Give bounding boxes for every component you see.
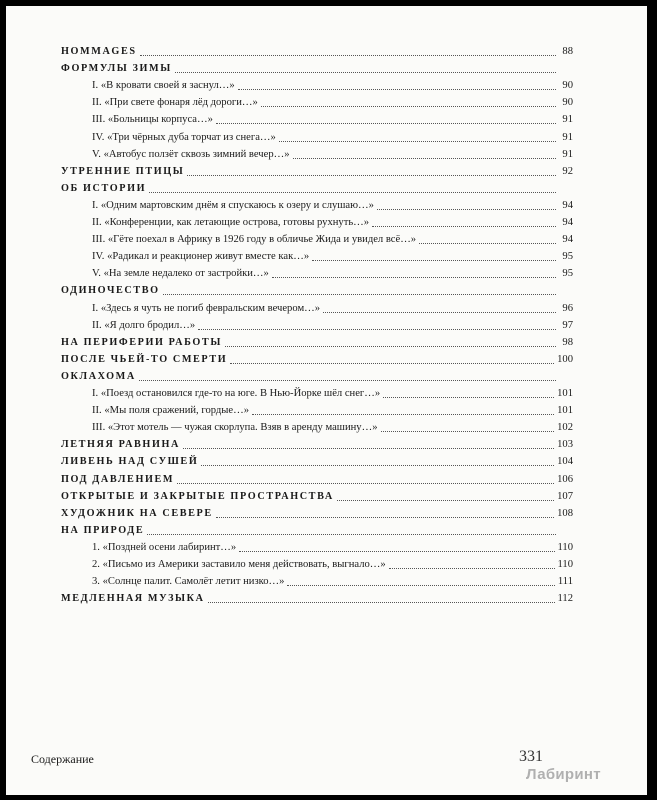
toc-section-entry xyxy=(61,473,573,487)
dotted-leader xyxy=(381,431,555,432)
toc-subsection-entry xyxy=(92,79,573,93)
toc-page-number: 94 xyxy=(562,217,573,228)
toc-subsection-entry xyxy=(92,233,573,247)
toc-subsection-entry xyxy=(92,319,573,333)
toc-page-number: 91 xyxy=(562,148,573,160)
dotted-leader xyxy=(377,209,556,210)
dotted-leader xyxy=(149,192,556,193)
toc-section-entry xyxy=(61,455,573,469)
dotted-leader xyxy=(187,175,556,176)
footer-section-label: Содержание xyxy=(31,752,94,766)
toc-page-number: 97 xyxy=(562,319,573,331)
dotted-leader xyxy=(383,397,554,398)
toc-page-number: 103 xyxy=(557,439,573,451)
dotted-leader xyxy=(201,465,554,466)
toc-entry-title: III. «Больницы корпуса…» xyxy=(92,114,213,126)
toc-section-entry xyxy=(61,182,573,196)
dotted-leader xyxy=(175,72,556,73)
toc-section-entry xyxy=(61,524,573,538)
toc-page-number: 94 xyxy=(562,234,573,246)
toc-page-number: 107 xyxy=(557,490,573,502)
toc-page-number: 100 xyxy=(557,353,573,365)
toc-page-number: 88 xyxy=(562,46,573,57)
dotted-leader xyxy=(140,55,556,56)
toc-page-number: 110 xyxy=(557,541,573,553)
watermark-logo: Лабиринт xyxy=(526,766,601,783)
toc-page-number: 95 xyxy=(562,251,573,263)
toc-section-entry xyxy=(61,438,573,452)
toc-section-entry xyxy=(61,284,573,298)
toc-section-entry xyxy=(61,336,573,350)
toc-subsection-entry xyxy=(92,148,573,162)
toc-section-entry xyxy=(61,353,573,367)
toc-page-number: 98 xyxy=(562,336,573,348)
toc-entry-title: ОТКРЫТЫЕ И ЗАКРЫТЫЕ ПРОСТРАНСТВА xyxy=(61,490,334,502)
dotted-leader xyxy=(208,602,555,603)
toc-page-number: 112 xyxy=(557,593,573,605)
toc-subsection-entry xyxy=(92,558,573,572)
toc-page-number: 106 xyxy=(557,473,573,485)
toc-subsection-entry xyxy=(92,96,573,110)
dotted-leader xyxy=(272,277,556,278)
toc-entry-title: V. «На земле недалеко от застройки…» xyxy=(92,268,269,280)
dotted-leader xyxy=(323,312,556,313)
toc-entry-title: V. «Автобус ползёт сквозь зимний вечер…» xyxy=(92,148,290,160)
toc-subsection-entry xyxy=(92,250,573,264)
toc-entry-title: МЕДЛЕННАЯ МУЗЫКА xyxy=(61,593,205,605)
toc-entry-title: 3. «Солнце палит. Самолёт летит низко…» xyxy=(92,576,285,588)
toc-entry-title: НА ПЕРИФЕРИИ РАБОТЫ xyxy=(61,336,222,348)
toc-entry-title: ХУДОЖНИК НА СЕВЕРЕ xyxy=(61,507,213,519)
toc-page-number: 90 xyxy=(562,80,573,92)
table-of-contents xyxy=(6,6,647,795)
toc-subsection-entry xyxy=(92,267,573,281)
toc-page-number: 108 xyxy=(557,507,573,519)
toc-entry-title: ОКЛАХОМА xyxy=(61,370,136,382)
toc-entry-title: III. «Гёте поехал в Африку в 1926 году в обличье Жида и увидел всё…» xyxy=(92,234,417,246)
toc-page-number: 90 xyxy=(562,97,573,109)
dotted-leader xyxy=(177,483,554,484)
toc-entry-title: 1. «Поздней осени лабиринт…» xyxy=(92,541,237,553)
toc-subsection-entry xyxy=(92,199,573,213)
dotted-leader xyxy=(419,243,556,244)
toc-page-number: 91 xyxy=(562,114,573,126)
toc-entry-title: УТРЕННИЕ ПТИЦЫ xyxy=(61,165,185,177)
toc-section-entry xyxy=(61,165,573,179)
toc-page-number: 92 xyxy=(562,165,573,177)
toc-entry-title: НА ПРИРОДЕ xyxy=(61,524,145,536)
dotted-leader xyxy=(389,568,555,569)
dotted-leader xyxy=(225,346,556,347)
book-page xyxy=(6,6,647,795)
toc-entry-title: ПОД ДАВЛЕНИЕМ xyxy=(61,473,175,485)
toc-entry-title: II. «Конференции, как летающие острова, готовы рухнуть…» xyxy=(92,217,370,228)
toc-entry-title: 2. «Письмо из Америки заставило меня действовать, выгнало…» xyxy=(92,559,386,570)
toc-page-number: 101 xyxy=(557,388,573,399)
toc-subsection-entry xyxy=(92,404,573,418)
toc-entry-title: HOMMAGES xyxy=(61,46,137,57)
dotted-leader xyxy=(183,448,554,449)
toc-entry-title: I. «Здесь я чуть не погиб февральским вечером…» xyxy=(92,302,321,314)
toc-page-number: 104 xyxy=(557,456,573,468)
dotted-leader xyxy=(261,106,556,107)
toc-page-number: 95 xyxy=(562,268,573,280)
dotted-leader xyxy=(163,294,556,295)
dotted-leader xyxy=(239,551,554,552)
toc-section-entry xyxy=(61,507,573,521)
dotted-leader xyxy=(230,363,554,364)
toc-subsection-entry xyxy=(92,541,573,555)
toc-entry-title: II. «Я долго бродил…» xyxy=(92,319,196,331)
toc-entry-title: II. «При свете фонаря лёд дороги…» xyxy=(92,97,258,109)
toc-section-entry xyxy=(61,45,573,59)
toc-entry-title: ОДИНОЧЕСТВО xyxy=(61,285,160,297)
toc-entry-title: IV. «Радикал и реакционер живут вместе как…» xyxy=(92,251,310,263)
toc-entry-title: I. «Одним мартовским днём я спускаюсь к озеру и слушаю…» xyxy=(92,199,374,211)
toc-entry-title: III. «Этот мотель — чужая скорлупа. Взяв в аренду машину…» xyxy=(92,422,378,434)
toc-subsection-entry xyxy=(92,387,573,401)
toc-page-number: 101 xyxy=(557,405,573,417)
toc-section-entry xyxy=(61,592,573,606)
toc-entry-title: ПОСЛЕ ЧЬЕЙ-ТО СМЕРТИ xyxy=(61,353,228,365)
footer-page-number: 331 xyxy=(519,748,543,765)
toc-subsection-entry xyxy=(92,421,573,435)
toc-entry-title: I. «В кровати своей я заснул…» xyxy=(92,80,235,92)
toc-page-number: 111 xyxy=(557,576,573,588)
dotted-leader xyxy=(293,158,556,159)
dotted-leader xyxy=(216,123,556,124)
dotted-leader xyxy=(312,260,556,261)
dotted-leader xyxy=(238,89,556,90)
toc-entry-title: II. «Мы поля сражений, гордые…» xyxy=(92,405,249,417)
toc-entry-title: IV. «Три чёрных дуба торчат из снега…» xyxy=(92,131,276,143)
toc-section-entry xyxy=(61,370,573,384)
dotted-leader xyxy=(372,226,556,227)
dotted-leader xyxy=(279,141,556,142)
toc-page-number: 110 xyxy=(557,559,573,570)
toc-page-number: 96 xyxy=(562,302,573,314)
toc-section-entry xyxy=(61,62,573,76)
toc-entry-title: ЛЕТНЯЯ РАВНИНА xyxy=(61,439,180,451)
toc-page-number: 91 xyxy=(562,131,573,143)
toc-subsection-entry xyxy=(92,575,573,589)
toc-page-number: 102 xyxy=(557,422,573,434)
dotted-leader xyxy=(139,380,556,381)
toc-subsection-entry xyxy=(92,302,573,316)
dotted-leader xyxy=(198,329,556,330)
toc-subsection-entry xyxy=(92,113,573,127)
toc-entry-title: ОБ ИСТОРИИ xyxy=(61,182,147,194)
toc-subsection-entry xyxy=(92,131,573,145)
toc-entry-title: ЛИВЕНЬ НАД СУШЕЙ xyxy=(61,456,199,468)
dotted-leader xyxy=(252,414,554,415)
toc-entry-title: ФОРМУЛЫ ЗИМЫ xyxy=(61,63,172,75)
toc-page-number: 94 xyxy=(562,199,573,211)
toc-entry-title: I. «Поезд остановился где-то на юге. В Нью-Йорке шёл снег…» xyxy=(92,388,381,399)
toc-section-entry xyxy=(61,490,573,504)
dotted-leader xyxy=(287,585,554,586)
dotted-leader xyxy=(147,534,556,535)
dotted-leader xyxy=(337,500,554,501)
dotted-leader xyxy=(216,517,554,518)
toc-subsection-entry xyxy=(92,216,573,230)
